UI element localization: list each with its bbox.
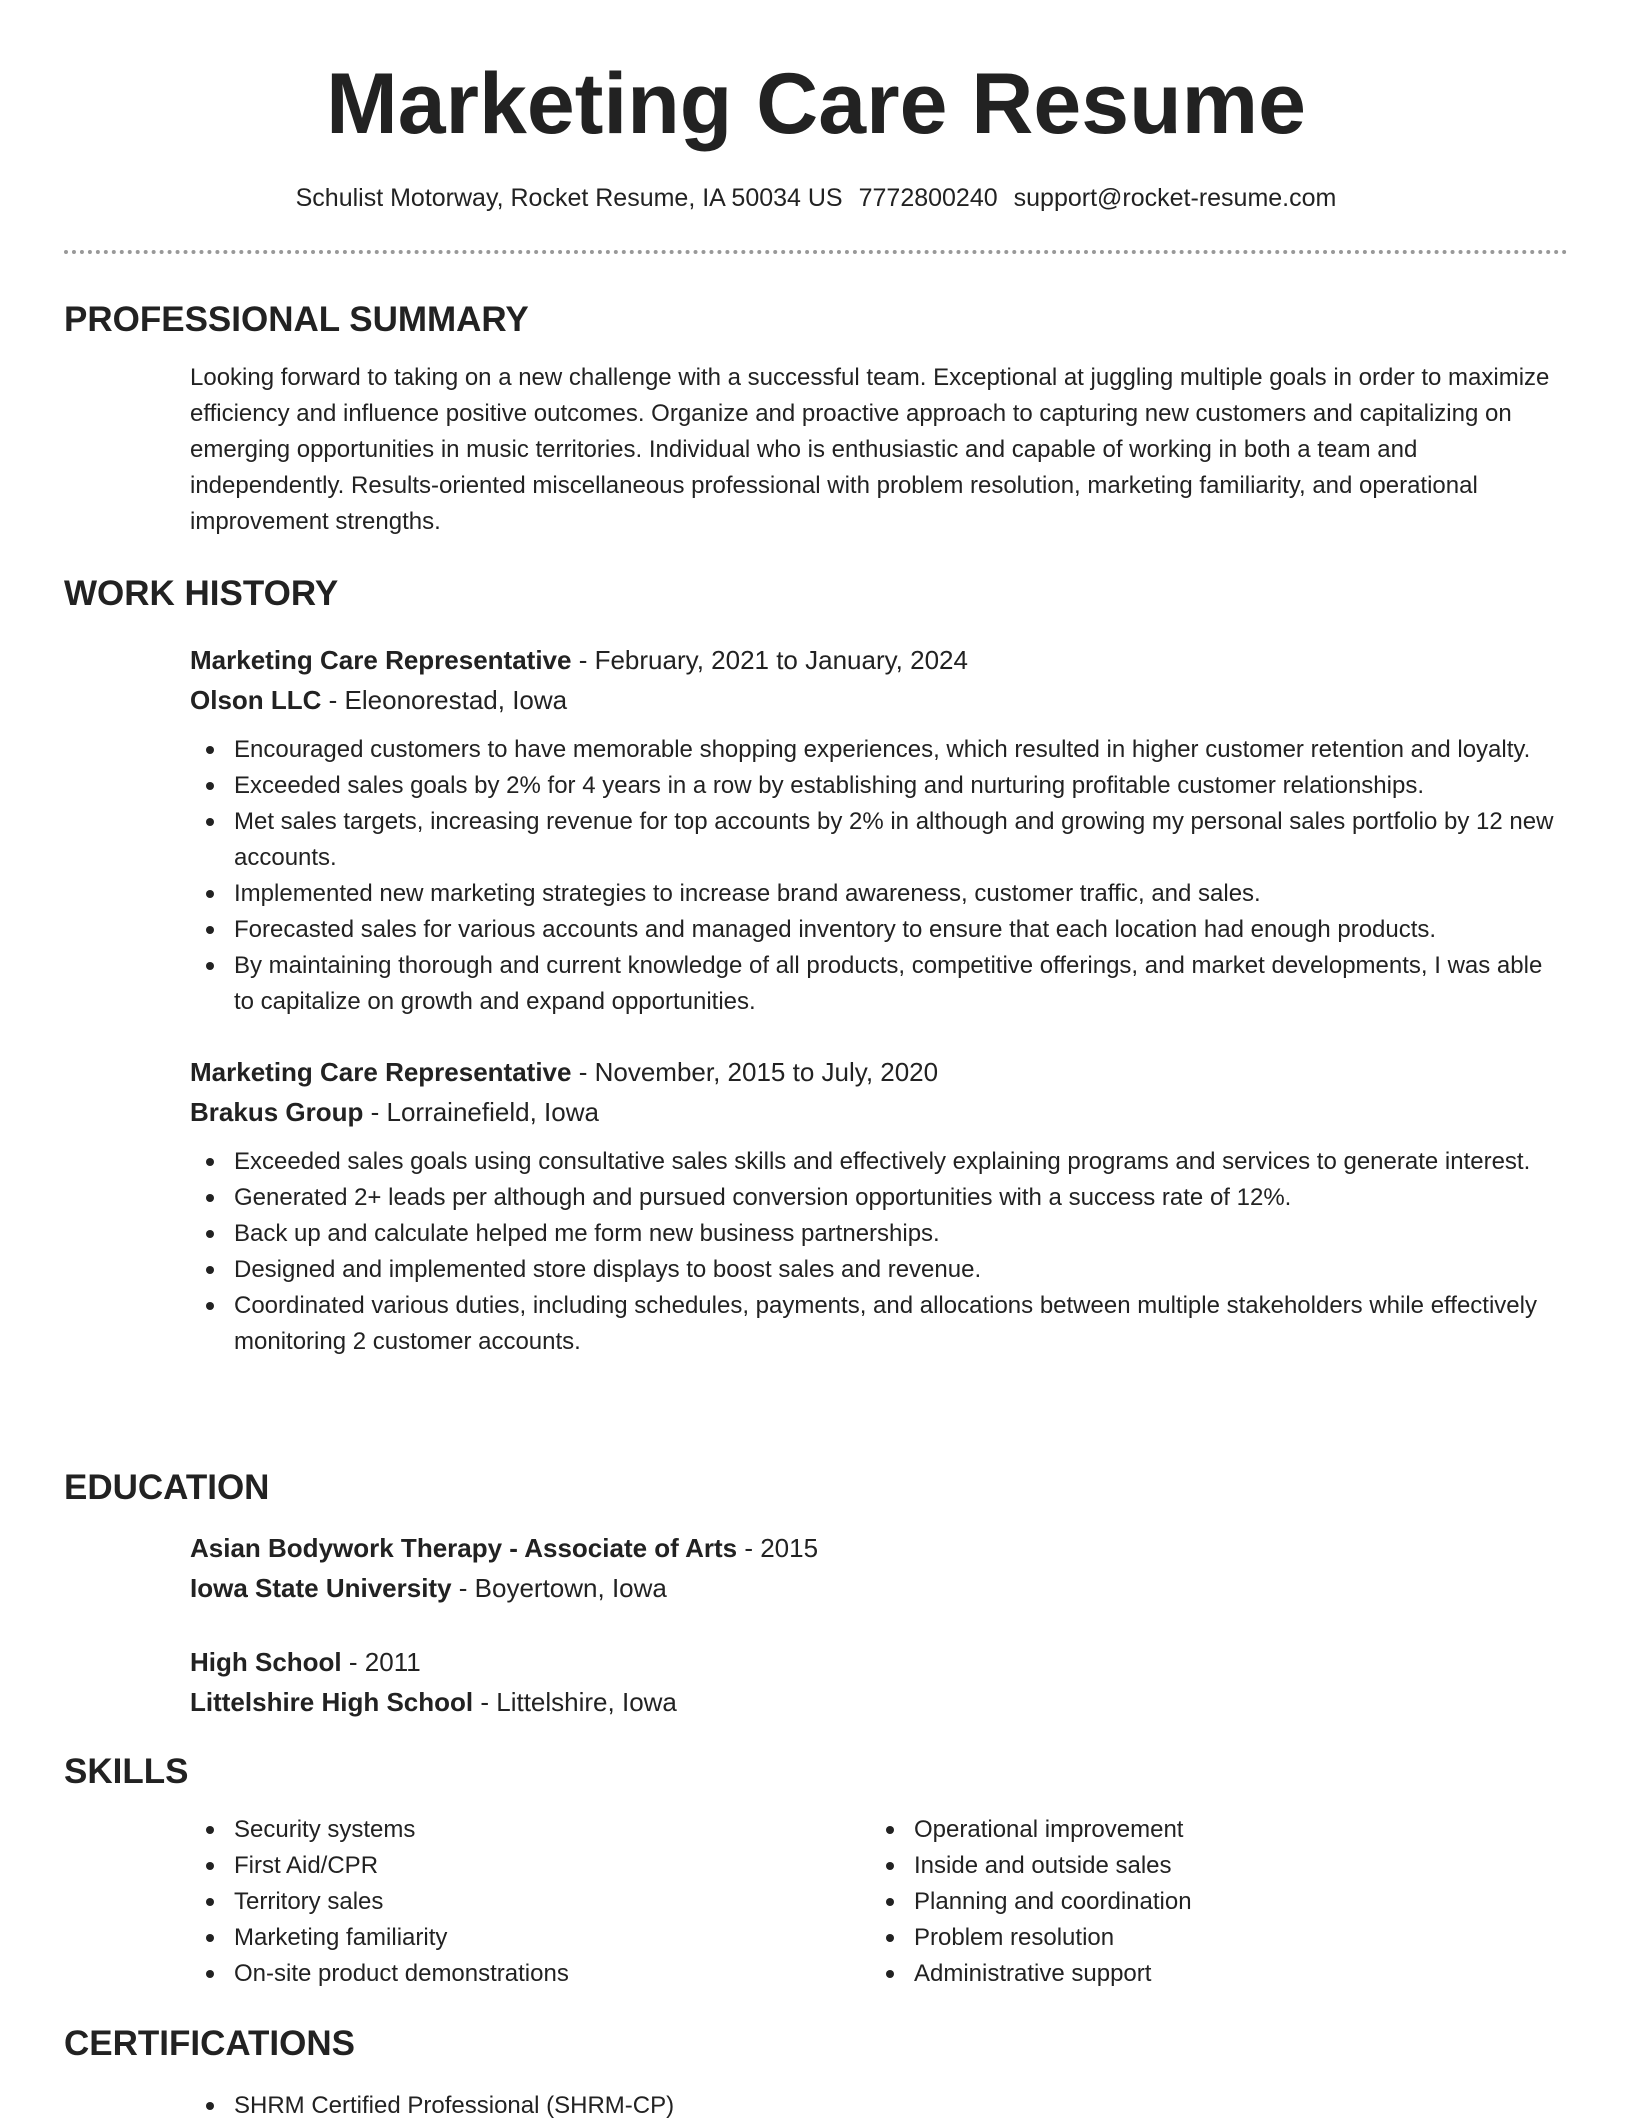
skill-item: First Aid/CPR (234, 1848, 870, 1884)
list-item: Encouraged customers to have memorable shopping experiences, which resulted in higher customer retention and loyalty. (234, 732, 1568, 768)
job-company: Olson LLC (190, 685, 322, 715)
contact-line (0, 180, 1632, 216)
section-heading-summary: PROFESSIONAL SUMMARY (64, 300, 529, 339)
education-year: - 2011 (341, 1647, 421, 1677)
job-entry (190, 640, 1568, 1020)
job-company: Brakus Group (190, 1097, 364, 1127)
list-item: Exceeded sales goals by 2% for 4 years in a row by establishing and nurturing profitable customer relationships. (234, 768, 1568, 804)
job-location: - Eleonorestad, Iowa (321, 685, 568, 715)
skill-item: Marketing familiarity (234, 1920, 870, 1956)
education-school-line (190, 1682, 1568, 1722)
list-item: Forecasted sales for various accounts and managed inventory to ensure that each location had enough products. (234, 912, 1568, 948)
certifications-section (64, 2022, 1568, 2124)
list-item: Implemented new marketing strategies to increase brand awareness, customer traffic, and sales. (234, 876, 1568, 912)
certifications-list (190, 2088, 1568, 2124)
skills-grid (190, 1812, 1568, 1992)
skill-item: Operational improvement (914, 1812, 1550, 1848)
contact-address: Schulist Motorway, Rocket Resume, IA 50034 US (295, 184, 843, 212)
job-bullets (190, 732, 1568, 1020)
education-location: - Boyertown, Iowa (451, 1573, 667, 1603)
education-entry (190, 1642, 1568, 1722)
section-heading-certifications: CERTIFICATIONS (64, 2024, 356, 2063)
summary-text: Looking forward to taking on a new challenge with a successful team. Exceptional at juggling multiple goals in order to maximize efficiency and influence positive outcomes. Organize and proactive approach to capturing new customers and capitalizing on emerging opportunities in music territories. Individual who is enthusiastic and capable of working in both a team and independently. Results-oriented miscellaneous professional with problem resolution, marketing familiarity, and operational improvement strengths. (190, 364, 1550, 535)
education-degree-line (190, 1528, 1568, 1568)
skills-body (190, 1812, 1568, 1992)
summary-section (64, 298, 1568, 540)
education-degree-line (190, 1642, 1568, 1682)
resume-name: Marketing Care Resume (326, 56, 1306, 152)
education-degree: High School (190, 1647, 342, 1677)
job-title-line (190, 640, 1568, 680)
education-degree: Asian Bodywork Therapy - Associate of Arts (190, 1533, 738, 1563)
contact-email[interactable]: support@rocket-resume.com (1013, 184, 1337, 212)
education-school: Littelshire High School (190, 1687, 474, 1717)
skills-list (190, 1812, 870, 1992)
job-bullets (190, 1144, 1568, 1360)
job-title-line (190, 1052, 1568, 1092)
job-title: Marketing Care Representative (190, 645, 572, 675)
education-school-line (190, 1568, 1568, 1608)
job-dates: - November, 2015 to July, 2020 (571, 1057, 939, 1087)
section-heading-work: WORK HISTORY (64, 574, 339, 613)
education-section (64, 1466, 1568, 1722)
list-item: Designed and implemented store displays to boost sales and revenue. (234, 1252, 1568, 1288)
skills-list (870, 1812, 1550, 1992)
job-dates: - February, 2021 to January, 2024 (571, 645, 968, 675)
education-entry (190, 1528, 1568, 1608)
skill-item: Administrative support (914, 1956, 1550, 1992)
list-item: Met sales targets, increasing revenue for top accounts by 2% in although and growing my personal sales portfolio by 12 new accounts. (234, 804, 1568, 876)
job-company-line (190, 1092, 1568, 1132)
education-school: Iowa State University (190, 1573, 452, 1603)
education-location: - Littelshire, Iowa (473, 1687, 677, 1717)
contact-phone: 7772800240 (858, 184, 998, 212)
job-entry (190, 1052, 1568, 1360)
skills-column-right (870, 1812, 1550, 1992)
section-heading-education: EDUCATION (64, 1468, 270, 1507)
skill-item: On-site product demonstrations (234, 1956, 870, 1992)
certifications-body (190, 2088, 1568, 2124)
list-item: Generated 2+ leads per although and pursued conversion opportunities with a success rate of 12%. (234, 1180, 1568, 1216)
list-item: Coordinated various duties, including schedules, payments, and allocations between multiple stakeholders while effectively monitoring 2 customer accounts. (234, 1288, 1568, 1360)
job-title: Marketing Care Representative (190, 1057, 572, 1087)
list-item: Back up and calculate helped me form new business partnerships. (234, 1216, 1568, 1252)
list-item: By maintaining thorough and current knowledge of all products, competitive offerings, and market developments, I was able to capitalize on growth and expand opportunities. (234, 948, 1568, 1020)
work-body (190, 640, 1568, 1360)
summary-body (190, 360, 1568, 540)
section-heading-skills: SKILLS (64, 1752, 189, 1791)
education-body (190, 1528, 1568, 1722)
skills-section (64, 1750, 1568, 1992)
skills-column-left (190, 1812, 870, 1992)
work-history-section (64, 572, 1568, 1360)
job-location: - Lorrainefield, Iowa (363, 1097, 599, 1127)
list-item: Exceeded sales goals using consultative sales skills and effectively explaining programs and services to generate interest. (234, 1144, 1568, 1180)
job-company-line (190, 680, 1568, 720)
skill-item: Problem resolution (914, 1920, 1550, 1956)
skill-item: Planning and coordination (914, 1884, 1550, 1920)
certification-item: SHRM Certified Professional (SHRM-CP) (234, 2088, 1568, 2124)
education-year: - 2015 (737, 1533, 819, 1563)
skill-item: Inside and outside sales (914, 1848, 1550, 1884)
skill-item: Security systems (234, 1812, 870, 1848)
header-divider (64, 250, 1568, 254)
skill-item: Territory sales (234, 1884, 870, 1920)
